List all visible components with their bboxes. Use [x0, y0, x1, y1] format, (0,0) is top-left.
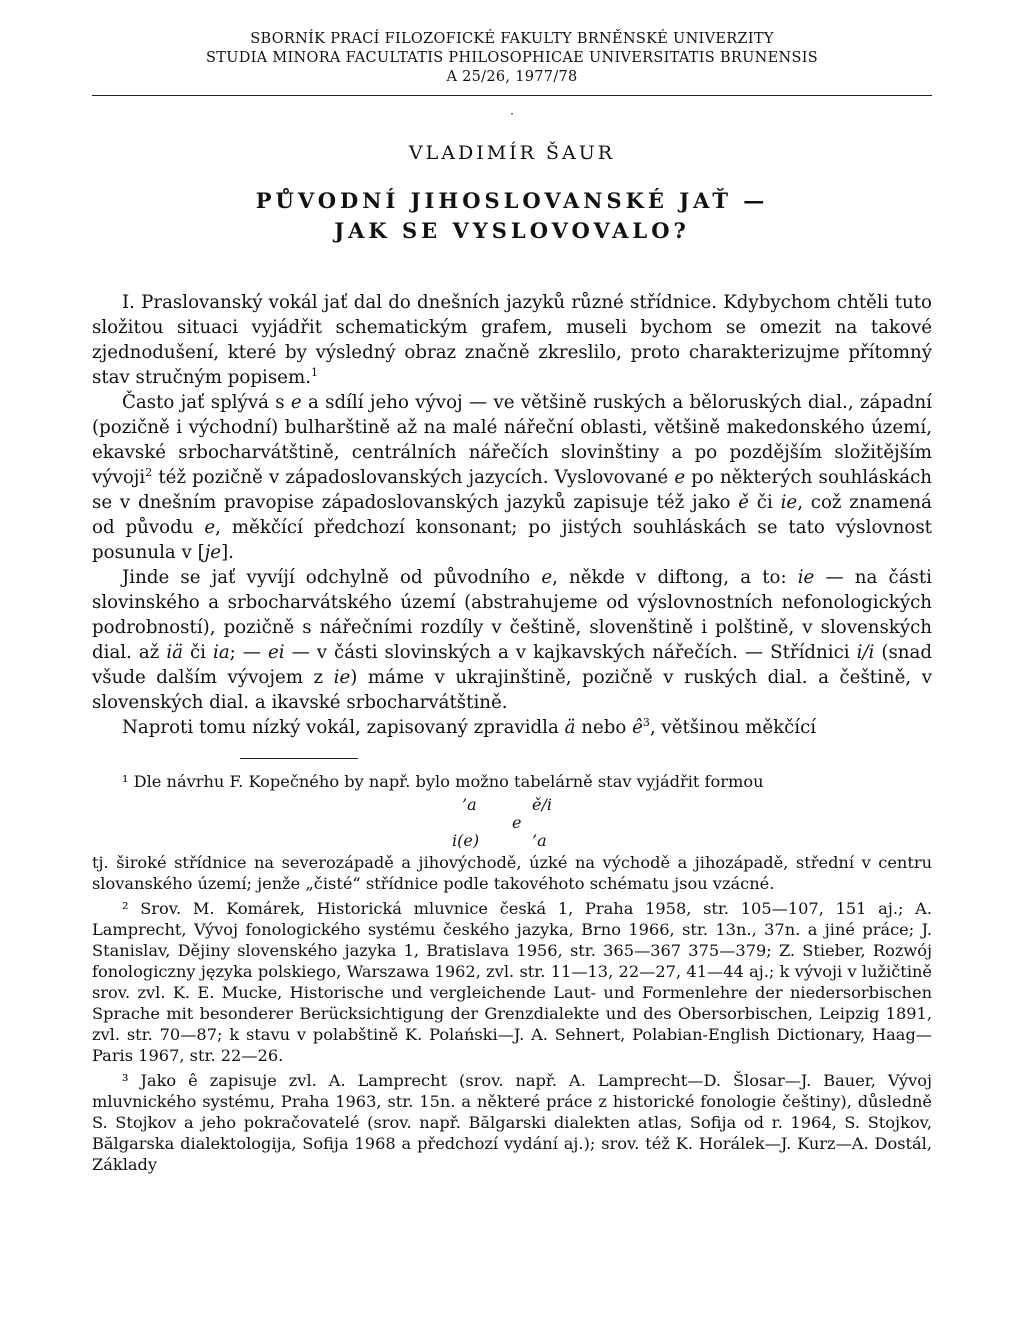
p2-text-c: též pozičně v západoslovanských jazycích. Vyslovované	[152, 467, 675, 488]
p4-italic-e: ê	[632, 717, 643, 738]
p3-italic-ei: ei	[267, 642, 285, 663]
p3-italic-ie: ie	[797, 567, 815, 588]
p3-text-h: ) máme v ukrajinštině, pozičně v ruských dial. a češtině, v slovenských dial. a ikavské srbocharvátštině.	[92, 667, 932, 713]
p3-italic-ia1: iä	[166, 642, 183, 663]
paragraph-1-text: I. Praslovanský vokál jať dal do dnešních jazyků různé střídnice. Kdybychom chtěli tuto složitou situaci vyjádřit schematickým grafem, museli bychom se omezit na takové zjednodušení, které by výsledný obraz značně zkreslilo, proto charakterizujme přítomný stav stručným popisem.	[92, 292, 932, 388]
p4-text-a: Naproti tomu nízký vokál, zapisovaný zpravidla	[122, 717, 565, 738]
p2-text-h: ].	[221, 542, 234, 563]
p3-text-e: ; —	[229, 642, 268, 663]
p2-text-d: po některých souhláskách se v dnešním pravopise západoslovanských jazyků zapisuje též jako	[92, 467, 932, 513]
title-line-1: PŮVODNÍ JIHOSLOVANSKÉ JAŤ —	[255, 188, 769, 213]
paragraph-4	[92, 715, 932, 740]
footnote-2: ² Srov. M. Komárek, Historická mluvnice česká 1, Praha 1958, str. 105—107, 151 aj.; A. Lamprecht, Vývoj fonologického systému českého jazyka, Brno 1966, str. 13n., 37n. a jiné práce; J. Stanislav, Dějiny slovenského jazyka 1, Bratislava 1956, str. 365—367 375—379; Z. Stieber, Rozwój fonologiczny języka polskiego, Warszawa 1962, zvl. str. 11—13, 22—27, 41—44 aj.; k vývoji v lužičtině srov. zvl. K. E. Mucke, Historische und vergleichende Laut- und Formenlehre der niedersorbischen Sprache mit besonderer Berücksichtigung der Grenzdialekte und des Obersorbischen, Leipzig 1891, zvl. str. 70—87; k stavu v polabštině K. Polański—J. A. Sehnert, Polabian-English Dictionary, Haag—Paris 1967, str. 22—26.	[92, 899, 932, 1065]
p2-text-a: Často jať splývá s	[122, 392, 291, 413]
p3-text-g: (snad všude dalším vývojem z	[92, 642, 932, 688]
p4-text-c: , většinou měkčící	[649, 717, 817, 738]
header-line-1: SBORNÍK PRACÍ FILOZOFICKÉ FAKULTY BRNĚNSKÉ UNIVERZITY	[250, 31, 774, 47]
paragraph-3	[92, 565, 932, 715]
footnote-divider	[240, 758, 358, 759]
footnote-ref-2: 2	[145, 465, 153, 479]
p2-text-f: , což znamená od původu	[92, 492, 932, 538]
scheme-e-mid: e	[512, 813, 522, 832]
paper-page	[92, 30, 932, 1175]
p3-text-d: či	[183, 642, 213, 663]
p2-italic-ie: ie	[780, 492, 798, 513]
footnote-ref-1: 1	[310, 365, 318, 379]
scheme-a-bot: ’a	[532, 831, 547, 850]
header-line-3: A 25/26, 1977/78	[446, 69, 578, 85]
paragraph-1	[92, 290, 932, 390]
footnote-1-continued: tj. široké střídnice na severozápadě a jihovýchodě, úzké na východě a jihozápadě, střední v centru slovanského území; jenže „čisté“ střídnice podle takovéhoto schématu jsou vzácné.	[92, 853, 932, 893]
scheme-e-i: ě/i	[532, 795, 552, 814]
author-name: VLADIMÍR ŠAUR	[408, 142, 616, 164]
p3-text-c: — na části slovinského a srbocharvátského území (abstrahujeme od výslovnostních nefonologických podrobností), pozičně s nářečními rozdíly v češtině, slovenštině i polštině, v slovenských dial. až	[92, 567, 932, 663]
p3-text-b: , někde v diftong, a to:	[552, 567, 798, 588]
journal-header	[92, 30, 932, 87]
article-title	[92, 186, 932, 246]
p2-text-g: , měkčící předchozí konsonant; po jistých souhláskách se tato výslovnost posunula v [	[92, 517, 932, 563]
scheme-a-top: ’a	[462, 795, 477, 814]
p3-italic-ie2: ie	[333, 667, 351, 688]
paragraph-2	[92, 390, 932, 565]
p2-italic-e3: ě	[738, 492, 749, 513]
article-body	[92, 290, 932, 740]
header-line-2: STUDIA MINORA FACULTATIS PHILOSOPHICAE UNIVERSITATIS BRUNENSIS	[205, 50, 818, 66]
p3-italic-ia2: ia	[213, 642, 230, 663]
p2-italic-e4: e	[204, 517, 216, 538]
p2-text-e: či	[748, 492, 781, 513]
p2-italic-e: e	[290, 392, 302, 413]
footnote-3: ³ Jako ê zapisuje zvl. A. Lamprecht (srov. např. A. Lamprecht—D. Šlosar—J. Bauer, Vývoj mluvnického systému, Praha 1963, str. 15n. a některé práce z historické fonologie češtiny), důsledně S. Stojkov a jeho pokračovatelé (srov. např. Bălgarski dialekten atlas, Sofija od r. 1964, S. Stojkov, Bălgarska dialektologija, Sofija 1968 a předchozí vydání aj.); srov. též K. Horálek—J. Kurz—A. Dostál, Základy	[92, 1071, 932, 1174]
p2-italic-je: je	[204, 542, 222, 563]
p3-italic-ii: i/i	[856, 642, 875, 663]
footnote-1-scheme	[92, 792, 932, 852]
p3-italic-e: e	[541, 567, 553, 588]
p3-text-a: Jinde se jať vyvíjí odchylně od původního	[122, 567, 542, 588]
p2-italic-e2: e	[674, 467, 686, 488]
p4-text-b: nebo	[575, 717, 633, 738]
p3-text-f: — v části slovinských a v kajkavských nářečích. — Střídnici	[284, 642, 857, 663]
footnote-1: ¹ Dle návrhu F. Kopečného by např. bylo možno tabelárně stav vyjádřit formou	[122, 772, 764, 791]
center-dot: ·	[510, 107, 514, 121]
footnote-ref-3: 3	[642, 715, 650, 729]
footnotes	[92, 771, 932, 1175]
p2-text-b: a sdílí jeho vývoj — ve většině ruských a běloruských dial., západní (pozičně i východní) bulharštině až na malé nářeční oblasti, většině makedonského území, ekavské srbocharvátštině, centrálních nářečích slovinštiny a po pozdějším složitějším vývoji	[92, 392, 932, 488]
p4-italic-a: ä	[564, 717, 576, 738]
header-divider	[92, 95, 932, 96]
scheme-i-e: i(e)	[452, 831, 480, 850]
title-line-2: JAK SE VYSLOVOVALO?	[334, 218, 690, 243]
